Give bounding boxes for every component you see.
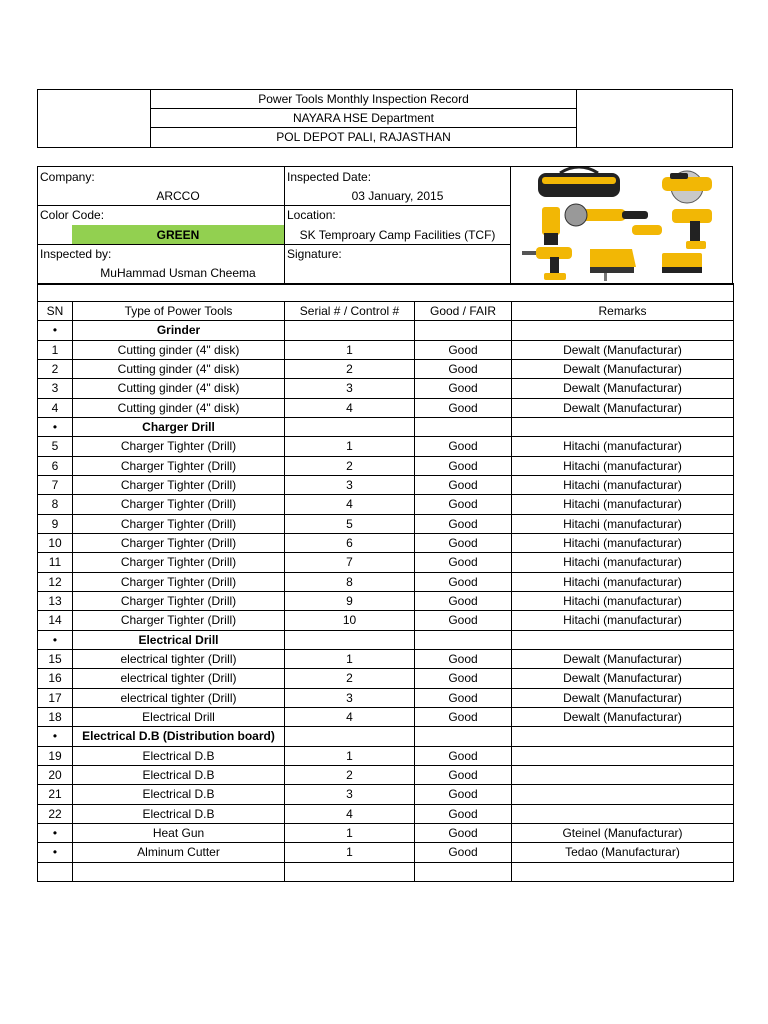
status-cell [415, 321, 511, 339]
serial-cell: 7 [346, 555, 353, 570]
remarks-cell [512, 863, 733, 881]
tool-type-cell: Alminum Cutter [137, 845, 220, 860]
remarks-cell: Hitachi (manufacturar) [563, 555, 682, 570]
tool-type-cell: Cutting ginder (4" disk) [117, 362, 240, 377]
sn-cell: 7 [51, 478, 59, 493]
tool-type-cell: Grinder [156, 323, 201, 338]
sn-cell: 5 [51, 439, 59, 454]
remarks-cell: Hitachi (manufacturar) [563, 459, 682, 474]
sn-cell: 1 [51, 343, 59, 358]
sn-cell: • [52, 420, 58, 435]
status-cell: Good [448, 691, 478, 706]
table-top-spacer-line [37, 283, 733, 284]
remarks-cell [512, 747, 733, 765]
tool-type-cell: Electrical D.B [142, 749, 215, 764]
sn-cell [38, 863, 72, 881]
tool-type-cell: Charger Tighter (Drill) [120, 459, 237, 474]
sn-cell: 3 [51, 381, 59, 396]
sn-cell: • [52, 633, 58, 648]
sn-cell: 8 [51, 497, 59, 512]
status-cell: Good [448, 459, 478, 474]
serial-cell: 1 [346, 845, 353, 860]
serial-cell: 8 [346, 575, 353, 590]
sn-cell: • [52, 323, 58, 338]
remarks-cell: Tedao (Manufacturar) [565, 845, 680, 860]
info-divider-2 [510, 166, 511, 283]
status-cell: Good [448, 594, 478, 609]
serial-cell: 4 [346, 497, 353, 512]
tool-type-cell: electrical tighter (Drill) [120, 691, 237, 706]
signature-label: Signature: [287, 246, 342, 261]
color-code-value: GREEN [72, 225, 284, 244]
sn-cell: 2 [51, 362, 59, 377]
status-cell: Good [448, 517, 478, 532]
inspected-by-label: Inspected by: [40, 246, 112, 261]
status-cell [415, 727, 511, 745]
tool-type-cell: Charger Tighter (Drill) [120, 613, 237, 628]
table-header-tool-type: Type of Power Tools [124, 304, 233, 319]
status-cell: Good [448, 671, 478, 686]
serial-cell: 2 [346, 459, 353, 474]
remarks-cell: Gteinel (Manufacturar) [562, 826, 683, 841]
sn-cell: 12 [48, 575, 62, 590]
tool-type-cell: Charger Tighter (Drill) [120, 439, 237, 454]
remarks-cell: Dewalt (Manufacturar) [563, 401, 682, 416]
tool-type-cell: Charger Tighter (Drill) [120, 536, 237, 551]
remarks-cell: Dewalt (Manufacturar) [563, 343, 682, 358]
remarks-cell: Hitachi (manufacturar) [563, 439, 682, 454]
sn-cell: 20 [48, 768, 62, 783]
remarks-cell: Hitachi (manufacturar) [563, 575, 682, 590]
serial-cell: 3 [346, 787, 353, 802]
power-tools-image [512, 167, 732, 282]
status-cell: Good [448, 575, 478, 590]
remarks-cell: Dewalt (Manufacturar) [563, 691, 682, 706]
status-cell [415, 863, 511, 881]
serial-cell: 2 [346, 671, 353, 686]
table-header-remarks: Remarks [598, 304, 647, 319]
tool-type-cell: Electrical Drill [138, 633, 219, 648]
serial-cell [285, 418, 414, 436]
status-cell: Good [448, 710, 478, 725]
remarks-cell: Hitachi (manufacturar) [563, 536, 682, 551]
status-cell: Good [448, 613, 478, 628]
serial-cell: 3 [346, 381, 353, 396]
serial-cell: 6 [346, 536, 353, 551]
serial-cell: 4 [346, 710, 353, 725]
table-header-serial: Serial # / Control # [299, 304, 400, 319]
sn-cell: 10 [48, 536, 62, 551]
remarks-cell: Hitachi (manufacturar) [563, 478, 682, 493]
table-header-sn: SN [46, 304, 64, 319]
tool-type-cell: Charger Tighter (Drill) [120, 497, 237, 512]
status-cell: Good [448, 768, 478, 783]
remarks-cell: Dewalt (Manufacturar) [563, 362, 682, 377]
sn-cell: • [52, 729, 58, 744]
tool-type-cell: Electrical D.B [142, 807, 215, 822]
status-cell: Good [448, 807, 478, 822]
remarks-cell [512, 321, 733, 339]
remarks-cell: Hitachi (manufacturar) [563, 613, 682, 628]
serial-cell [285, 321, 414, 339]
tool-type-cell: electrical tighter (Drill) [120, 652, 237, 667]
status-cell: Good [448, 497, 478, 512]
serial-cell [285, 631, 414, 649]
sn-cell: 4 [51, 401, 59, 416]
tool-type-cell: Charger Tighter (Drill) [120, 555, 237, 570]
inspected-date-label: Inspected Date: [287, 169, 372, 184]
serial-cell: 10 [342, 613, 357, 628]
remarks-cell [512, 785, 733, 803]
sn-cell: 18 [48, 710, 62, 725]
serial-cell: 5 [346, 517, 353, 532]
table-col-line-5 [733, 301, 734, 882]
tool-type-cell: Charger Tighter (Drill) [120, 575, 237, 590]
table-spacer-right [733, 283, 734, 301]
tool-type-cell: electrical tighter (Drill) [120, 671, 237, 686]
remarks-cell [512, 727, 733, 745]
sn-cell: • [52, 845, 58, 860]
remarks-cell [512, 766, 733, 784]
sn-cell: 14 [48, 613, 62, 628]
tool-type-cell: Cutting ginder (4" disk) [117, 381, 240, 396]
tool-type-cell: Cutting ginder (4" disk) [117, 343, 240, 358]
serial-cell [285, 863, 414, 881]
sn-cell: 6 [51, 459, 59, 474]
remarks-cell [512, 418, 733, 436]
status-cell: Good [448, 536, 478, 551]
status-cell: Good [448, 845, 478, 860]
serial-cell [285, 727, 414, 745]
inspected-date-value: 03 January, 2015 [351, 188, 444, 203]
sn-cell: 21 [48, 787, 62, 802]
remarks-cell: Hitachi (manufacturar) [563, 517, 682, 532]
table-header-status: Good / FAIR [429, 304, 497, 319]
serial-cell: 3 [346, 478, 353, 493]
status-cell: Good [448, 478, 478, 493]
location-value: SK Temproary Camp Facilities (TCF) [299, 227, 496, 242]
sn-cell: 16 [48, 671, 62, 686]
color-code-label: Color Code: [40, 207, 105, 222]
company-value: ARCCO [156, 188, 200, 203]
inspected-by-value: MuHammad Usman Cheema [100, 265, 256, 280]
status-cell: Good [448, 555, 478, 570]
status-cell: Good [448, 381, 478, 396]
serial-cell: 3 [346, 691, 353, 706]
status-cell: Good [448, 362, 478, 377]
location-label: Location: [287, 207, 336, 222]
sn-cell: 19 [48, 749, 62, 764]
remarks-cell: Hitachi (manufacturar) [563, 594, 682, 609]
tool-type-cell: Cutting ginder (4" disk) [117, 401, 240, 416]
tool-type-cell: Charger Tighter (Drill) [120, 594, 237, 609]
tool-type-cell: Electrical Drill [142, 710, 215, 725]
sn-cell: 13 [48, 594, 62, 609]
remarks-cell: Dewalt (Manufacturar) [563, 652, 682, 667]
status-cell: Good [448, 787, 478, 802]
status-cell: Good [448, 652, 478, 667]
serial-cell: 4 [346, 401, 353, 416]
company-label: Company: [40, 169, 95, 184]
tool-type-cell: Charger Drill [142, 420, 215, 435]
page-title: Power Tools Monthly Inspection Record [258, 91, 469, 106]
remarks-cell [512, 805, 733, 823]
status-cell: Good [448, 401, 478, 416]
power-tools-illustration [512, 167, 732, 282]
tool-type-cell: Electrical D.B [142, 787, 215, 802]
status-cell [415, 418, 511, 436]
tool-type-cell: Charger Tighter (Drill) [120, 517, 237, 532]
tool-type-cell: Electrical D.B (Distribution board) [82, 729, 275, 744]
remarks-cell: Dewalt (Manufacturar) [563, 710, 682, 725]
serial-cell: 1 [346, 343, 353, 358]
serial-cell: 4 [346, 807, 353, 822]
table-spacer-left [37, 283, 38, 301]
tool-type-cell: Charger Tighter (Drill) [120, 478, 237, 493]
serial-cell: 1 [346, 749, 353, 764]
sn-cell: 9 [51, 517, 59, 532]
site-location: POL DEPOT PALI, RAJASTHAN [276, 130, 451, 144]
serial-cell: 2 [346, 768, 353, 783]
status-cell [415, 631, 511, 649]
remarks-cell: Hitachi (manufacturar) [563, 497, 682, 512]
department-name: NAYARA HSE Department [293, 110, 434, 125]
serial-cell: 2 [346, 362, 353, 377]
serial-cell: 9 [346, 594, 353, 609]
tool-type-cell [73, 863, 284, 881]
status-cell: Good [448, 749, 478, 764]
tool-type-cell: Electrical D.B [142, 768, 215, 783]
remarks-cell [512, 631, 733, 649]
tool-type-cell: Heat Gun [152, 826, 205, 841]
serial-cell: 1 [346, 826, 353, 841]
sn-cell: 22 [48, 807, 62, 822]
status-cell: Good [448, 343, 478, 358]
status-cell: Good [448, 826, 478, 841]
sn-cell: 15 [48, 652, 62, 667]
remarks-cell: Dewalt (Manufacturar) [563, 381, 682, 396]
header-divider-right [576, 89, 577, 148]
serial-cell: 1 [346, 439, 353, 454]
sn-cell: • [52, 826, 58, 841]
status-cell: Good [448, 439, 478, 454]
sn-cell: 17 [48, 691, 62, 706]
sn-cell: 11 [48, 555, 62, 570]
remarks-cell: Dewalt (Manufacturar) [563, 671, 682, 686]
serial-cell: 1 [346, 652, 353, 667]
